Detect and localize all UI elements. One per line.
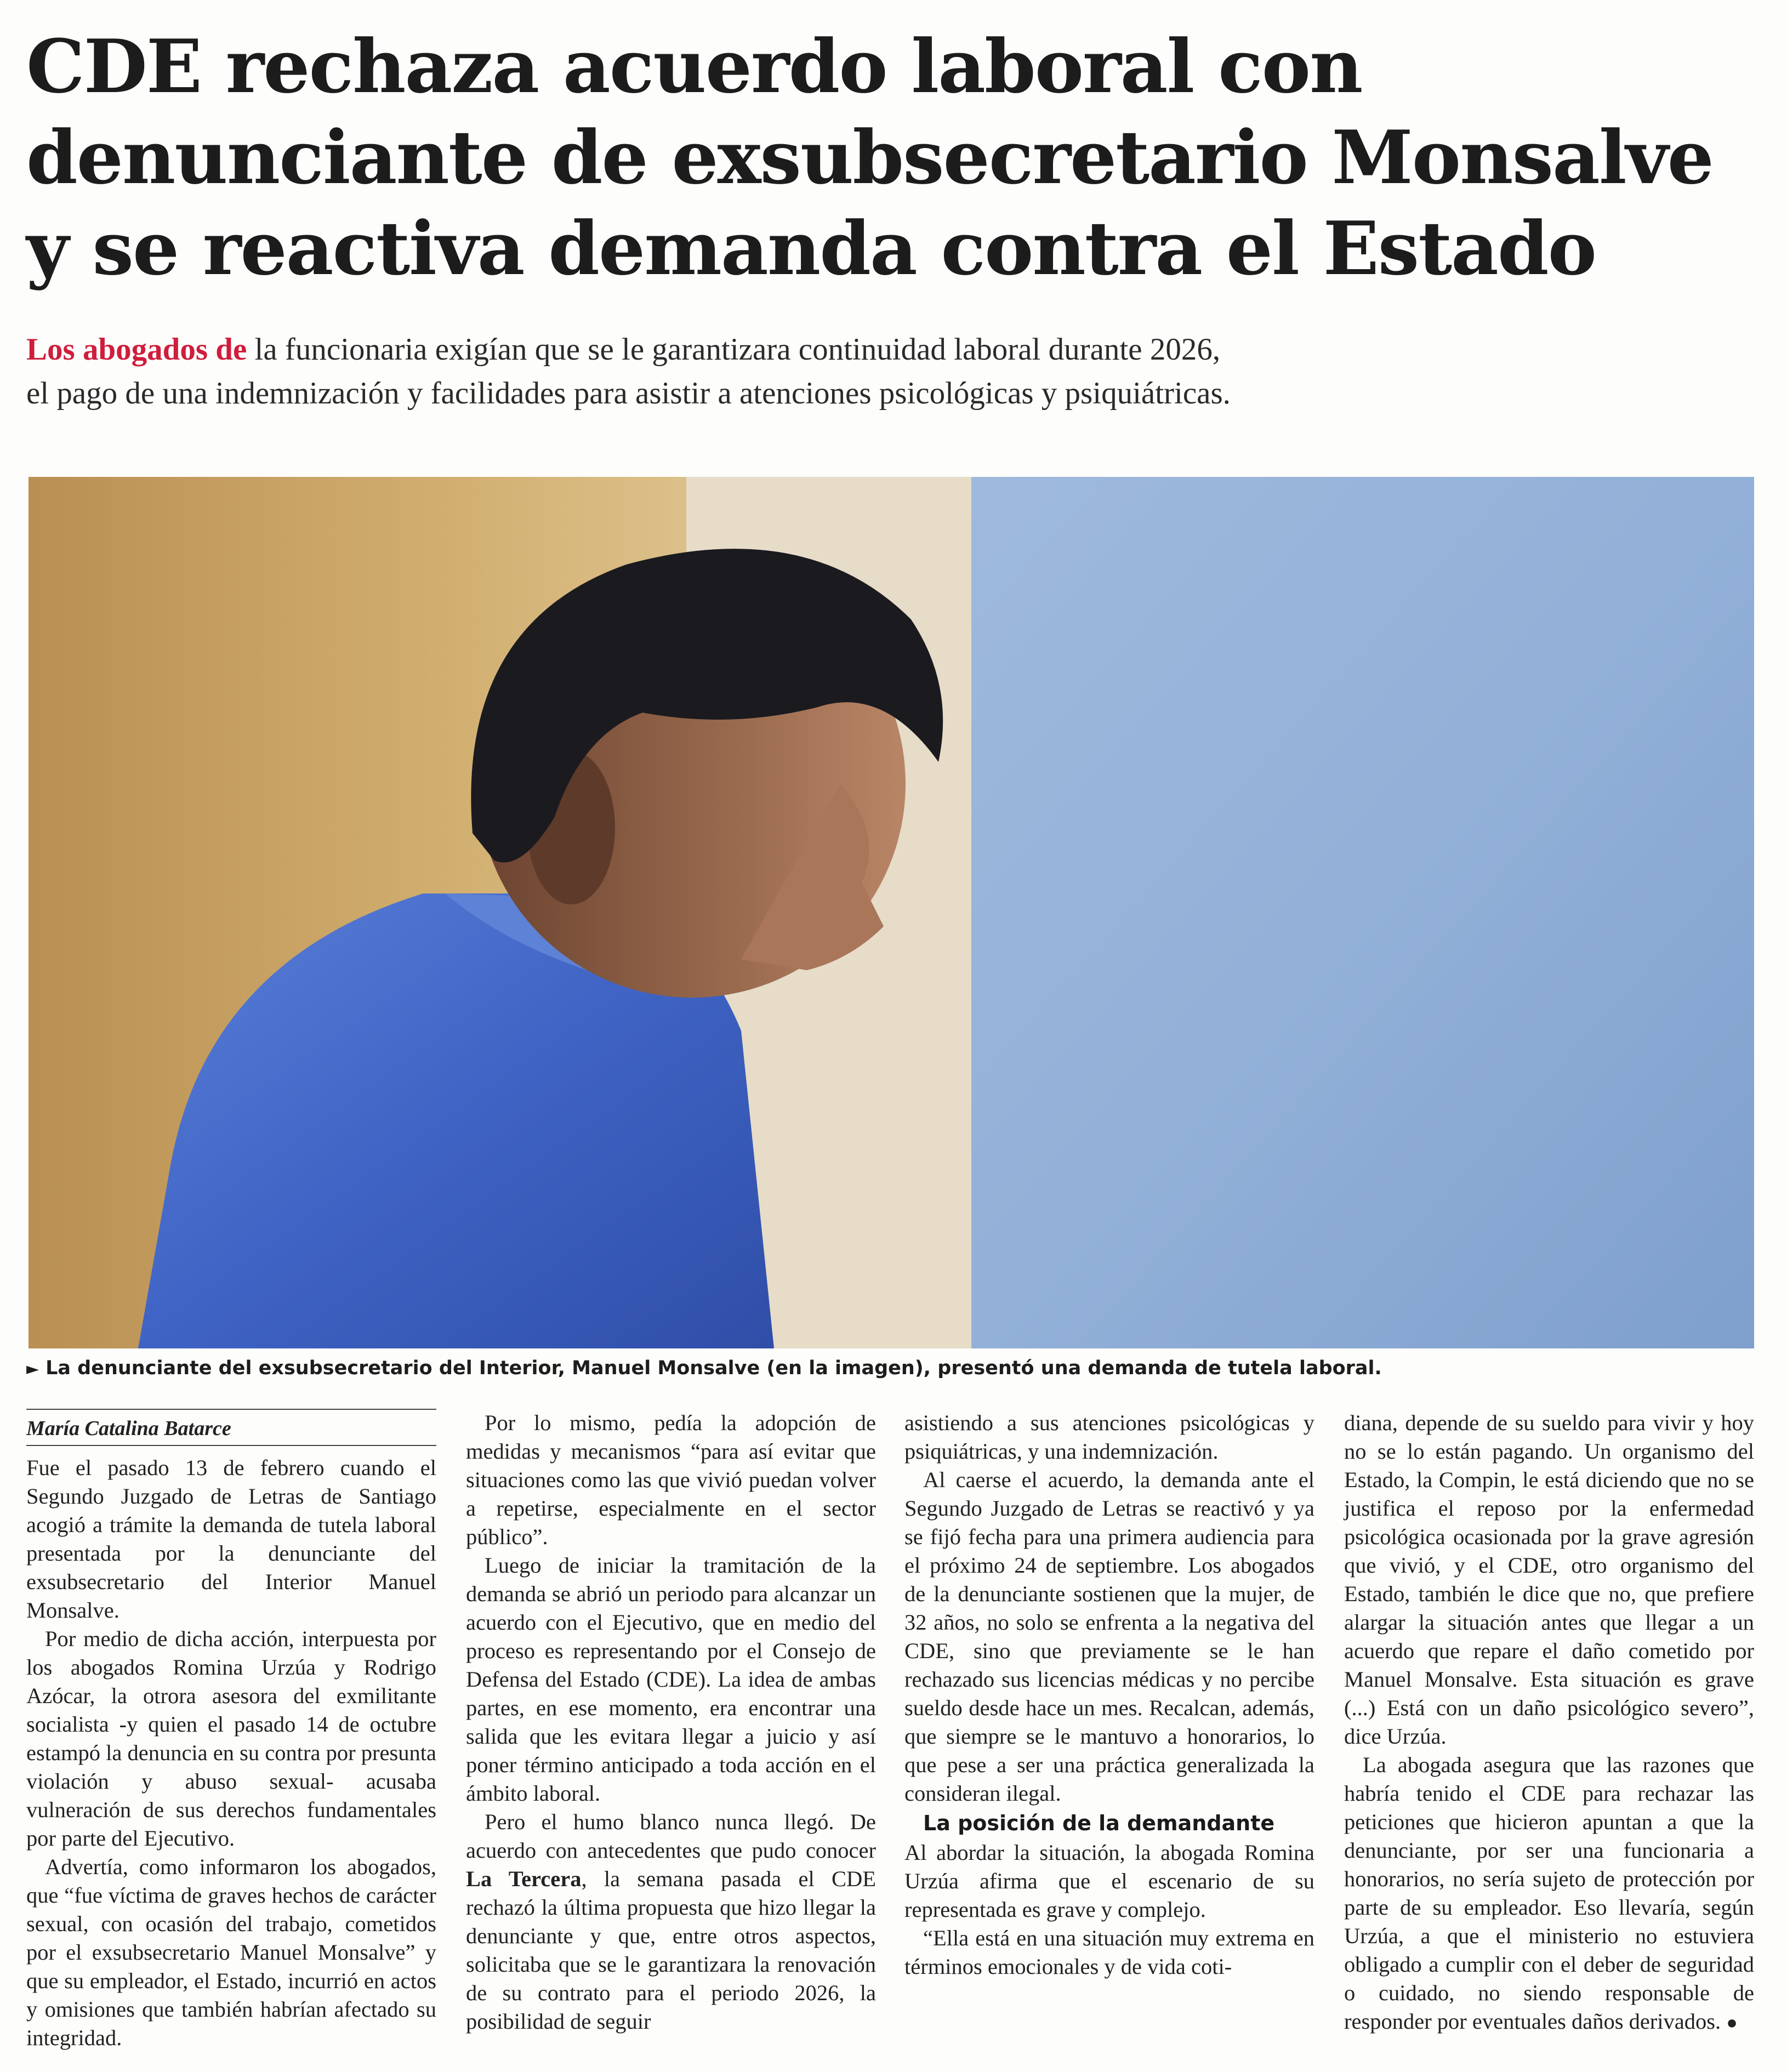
deck-line-2: el pago de una indemnización y facilidades para asistir a atenciones psicológicas y psiquiátricas. [26, 376, 1231, 411]
photo-caption [26, 1354, 1769, 1384]
end-mark-icon: ● [1726, 2013, 1738, 2033]
newspaper-name: La Tercera [466, 1866, 582, 1891]
paragraph: Por medio de dicha acción, interpuesta por los abogados Romina Urzúa y Rodrigo Azócar, la otrora asesora del exmilitante socialista -y quien el pasado 14 de octubre estampó la denuncia en su contra por presunta violación y abuso sexual- acusaba vulneración de sus derechos fundamentales por parte del Ejecutivo. [26, 1626, 436, 1851]
paragraph-text: , la semana pasada el CDE rechazó la última propuesta que hizo llegar la denunciante y que, entre otros aspectos, solicitaba que se le garantizara la renovación de su contrato para el periodo 2026, la posibilidad de seguir [466, 1866, 876, 2034]
paragraph: Por lo mismo, pedía la adopción de medidas y mecanismos “para así evitar que situaciones como las que vivió puedan volver a repetirse, especialmente en el sector público”. [466, 1410, 876, 1549]
paragraph: Advertía, como informaron los abogados, que “fue víctima de graves hechos de carácter sexual, con ocasión del trabajo, cometidos por el exsubsecretario Manuel Monsalve” y que su empleador, el Estado, incurrió en actos y omisiones que también habrían afectado su integridad. [26, 1854, 436, 2050]
paragraph: Luego de iniciar la tramitación de la demanda se abrió un periodo para alcanzar un acuerdo con el Ejecutivo, que en medio del proceso es representando por el Consejo de Defensa del Estado (CDE). La idea de ambas partes, en ese momento, era encontrar una salida que les evitara llegar a juicio y así poner término anticipado a toda acción en el ámbito laboral. [466, 1553, 876, 1806]
paragraph: asistiendo a sus atenciones psicológicas y psiquiátricas, y una indemnización. [904, 1410, 1314, 1464]
deck-lead: Los abogados de [26, 332, 247, 367]
paragraph [466, 1808, 876, 2036]
paragraph: “Ella está en una situación muy extrema en términos emocionales y de vida coti- [904, 1926, 1314, 1979]
headline-line-1: CDE rechaza acuerdo laboral con [26, 23, 1362, 110]
deck-subtitle [26, 328, 1769, 415]
deck-line-1-rest: la funcionaria exigían que se le garantizara continuidad laboral durante 2026, [247, 332, 1221, 367]
headline [26, 21, 1769, 294]
paragraph: diana, depende de su sueldo para vivir y hoy no se lo están pagando. Un organismo del Estado, la Compin, le está diciendo que no se justifica el reposo por la enfermedad psicológica ocasionada por la grave agresión que vivió, y el CDE, otro organismo del Estado, también le dice que no, que prefiere alargar la situación antes que llegar a un acuerdo que repare el daño cometido por Manuel Monsalve. Esta situación es grave (...) Está con un daño psicológico severo”, dice Urzúa. [1344, 1410, 1754, 1749]
paragraph-text: Pero el humo blanco nunca llegó. De acuerdo con antecedentes que pudo conocer [466, 1809, 876, 1863]
headline-line-3: y se reactiva demanda contra el Estado [26, 205, 1596, 292]
article-column-3 [904, 1409, 1314, 1981]
paragraph: Al abordar la situación, la abogada Romina Urzúa afirma que el escenario de su representada es grave y complejo. [904, 1840, 1314, 1922]
article-column-2 [466, 1409, 876, 2036]
section-subhead: La posición de la demandante [923, 1811, 1275, 1835]
paragraph-text: La abogada asegura que las razones que habría tenido el CDE para rechazar las peticiones que hicieron apuntan a que la denunciante, por ser una funcionaria a honorarios, no sería sujeto de protección por parte de su empleador. Eso llevaría, según Urzúa, a que el ministerio no estuviera obligado a cumplir con el deber de seguridad o cuidado, no siendo responsable de responder por eventuales daños derivados. [1344, 1752, 1754, 2034]
paragraph: Fue el pasado 13 de febrero cuando el Segundo Juzgado de Letras de Santiago acogió a trámite la demanda de tutela laboral presentada por la denunciante del exsubsecretario del Interior Manuel Monsalve. [26, 1455, 436, 1623]
caption-triangle-icon: ► [26, 1359, 39, 1379]
byline: María Catalina Batarce [26, 1409, 436, 1446]
headline-line-2: denunciante de exsubsecretario Monsalve [26, 114, 1713, 201]
caption-text: La denunciante del exsubsecretario del Interior, Manuel Monsalve (en la imagen), presentó una demanda de tutela laboral. [45, 1357, 1382, 1379]
paragraph: Al caerse el acuerdo, la demanda ante el Segundo Juzgado de Letras se reactivó y ya se fijó fecha para una primera audiencia para el próximo 24 de septiembre. Los abogados de la denunciante sostienen que la mujer, de 32 años, no solo se enfrenta a la negativa del CDE, sino que previamente se le han rechazado sus licencias médicas y no percibe sueldo desde hace un mes. Recalcan, además, que siempre se le mantuvo a honorarios, lo que pese a ser una práctica generalizada la consideran ilegal. [904, 1467, 1314, 1806]
article-column-1 [26, 1409, 436, 2052]
article-column-4 [1344, 1409, 1754, 2037]
deck-line-1 [26, 328, 1769, 372]
paragraph [1344, 1751, 1754, 2037]
article-photo [29, 477, 1754, 1348]
